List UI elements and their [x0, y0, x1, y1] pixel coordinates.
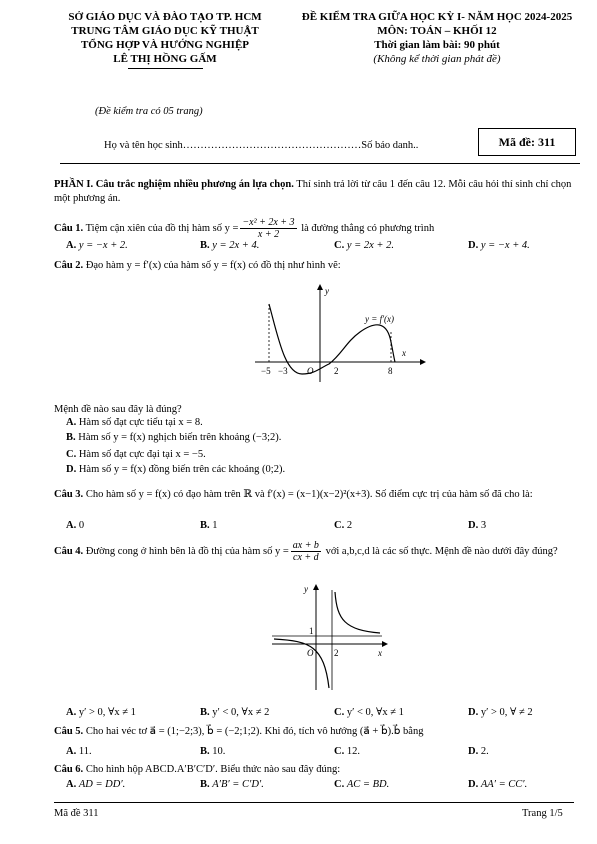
question-5: [54, 725, 423, 739]
tick-2: 2: [334, 648, 339, 658]
q2-option-c[interactable]: C. Hàm số đạt cực đại tại x = −5.: [66, 449, 206, 460]
tick-origin: O: [307, 648, 314, 658]
q3-text: Cho hàm số y = f(x) có đạo hàm trên ℝ và f′(x) = (x−1)(x−2)²(x+3). Số điểm cực trị của hàm số đã cho là:: [83, 489, 533, 500]
y-label: y: [325, 286, 329, 296]
q1-fraction: [240, 217, 296, 240]
question-1: [54, 217, 434, 240]
tick-2: 2: [334, 366, 339, 376]
curve-label: y = f'(x): [365, 314, 394, 324]
left-branch: [274, 639, 329, 688]
q1-option-b[interactable]: B. y = 2x + 4.: [200, 240, 260, 251]
exam-title: ĐỀ KIỂM TRA GIỮA HỌC KỲ I- NĂM HỌC 2024-2025: [301, 11, 573, 23]
x-label: x: [378, 648, 382, 658]
x-axis-arrow: [382, 641, 388, 647]
y-label: y: [304, 584, 308, 594]
tick-minus3: −3: [278, 366, 288, 376]
q3-option-b[interactable]: B. 1: [200, 520, 218, 531]
q4-option-c[interactable]: C. y′ < 0, ∀x ≠ 1: [334, 707, 404, 718]
q2-option-d[interactable]: D. Hàm số y = f(x) đồng biến trên các khoảng (0;2).: [66, 464, 286, 475]
y-axis-arrow: [313, 584, 319, 590]
q4-text-b: với a,b,c,d là các số thực. Mệnh đề nào dưới đây đúng?: [322, 545, 558, 557]
q4-denominator: cx + d: [293, 552, 319, 563]
q1-label: Câu 1.: [54, 222, 84, 234]
center-name: TRUNG TÂM GIÁO DỤC KỸ THUẬT: [71, 25, 259, 37]
q6-option-a[interactable]: A. AD = DD′.: [66, 779, 126, 790]
subject: MÔN: TOÁN – KHỐI 12: [377, 25, 497, 37]
q2-option-a[interactable]: A. Hàm số đạt cực tiểu tại x = 8.: [66, 417, 203, 428]
q2-derivative-graph: [250, 282, 430, 387]
part1-instruction: Thí sinh trả lời từ câu 1 đến câu 12. Mỗi câu hỏi thí sinh chỉ chọn một phương án.: [54, 179, 572, 204]
q6-option-c[interactable]: C. AC = BD.: [334, 779, 390, 790]
right-branch: [335, 592, 380, 633]
q4-label: Câu 4.: [54, 545, 84, 557]
q4-option-d[interactable]: D. y′ > 0, ∀ ≠ 2: [468, 707, 533, 718]
question-4: [54, 540, 578, 563]
q4-function-graph: [270, 582, 390, 692]
footer-page-number: Trang 1/5: [522, 808, 563, 819]
q5-option-c[interactable]: C. 12.: [334, 746, 360, 757]
footer-rule: [54, 802, 574, 803]
question-3: [54, 486, 578, 503]
question-2: [54, 259, 341, 273]
duration: Thời gian làm bài: 90 phút: [374, 39, 500, 51]
q2-label: Câu 2.: [54, 260, 84, 271]
q6-text: Cho hình hộp ABCD.A′B′C′D′. Biểu thức nào sau đây đúng:: [83, 764, 341, 775]
q3-option-d[interactable]: D. 3: [468, 520, 487, 531]
q2-option-b[interactable]: B. Hàm số y = f(x) nghịch biến trên khoảng (−3;2).: [66, 432, 282, 443]
y-axis-arrow: [317, 284, 323, 290]
footer-exam-code: Mã đề 311: [54, 808, 99, 819]
q3-option-a[interactable]: A. 0: [66, 520, 85, 531]
page-count-note: (Đề kiểm tra có 05 trang): [95, 106, 203, 117]
q1-option-a[interactable]: A. y = −x + 2.: [66, 240, 128, 251]
part1-title: PHẦN I. Câu trắc nghiệm nhiều phương án lựa chọn.: [54, 179, 294, 190]
q4-numerator: ax + b: [292, 540, 319, 551]
center-name-2: TỔNG HỢP VÀ HƯỚNG NGHIỆP: [80, 39, 250, 51]
q6-option-d[interactable]: D. AA′ = CC′.: [468, 779, 528, 790]
tick-origin: O: [307, 366, 314, 376]
q3-label: Câu 3.: [54, 489, 84, 500]
q1-text-a: Tiệm cận xiên của đồ thị hàm số y =: [83, 222, 239, 234]
tick-minus5: −5: [261, 366, 271, 376]
exam-code-box: Mã đề: 311: [478, 128, 576, 156]
q5-label: Câu 5.: [54, 726, 84, 737]
q2-text: Đạo hàm y = f′(x) của hàm số y = f(x) có đồ thị như hình vẽ:: [83, 260, 341, 271]
divider: [128, 68, 203, 69]
tick-1: 1: [309, 626, 314, 636]
school-name: LÊ THỊ HỒNG GẤM: [113, 53, 217, 65]
part1-heading: [54, 178, 576, 206]
question-6: [54, 763, 340, 777]
q4-text-a: Đường cong ở hình bên là đồ thị của hàm số y =: [83, 545, 289, 557]
duration-note: (Không kể thời gian phát đề): [373, 53, 501, 65]
q1-option-c[interactable]: C. y = 2x + 2.: [334, 240, 394, 251]
q1-denominator: x + 2: [257, 229, 280, 240]
q6-option-b[interactable]: B. A′B′ = C′D′.: [200, 779, 264, 790]
q3-option-c[interactable]: C. 2: [334, 520, 353, 531]
header-rule: [60, 163, 580, 164]
school-header: [40, 10, 290, 66]
q5-option-a[interactable]: A. 11.: [66, 746, 92, 757]
q4-option-b[interactable]: B. y′ < 0, ∀x ≠ 2: [200, 707, 270, 718]
student-info-line: Họ và tên học sinh……………………………………………Số báo danh..: [104, 140, 419, 151]
q4-option-a[interactable]: A. y′ > 0, ∀x ≠ 1: [66, 707, 136, 718]
x-axis-arrow: [420, 359, 426, 365]
q5-option-d[interactable]: D. 2.: [468, 746, 489, 757]
q2-prompt: Mệnh đề nào sau đây là đúng?: [54, 404, 182, 415]
q1-option-d[interactable]: D. y = −x + 4.: [468, 240, 530, 251]
tick-8: 8: [388, 366, 393, 376]
dept-name: SỞ GIÁO DỤC VÀ ĐÀO TẠO TP. HCM: [68, 11, 262, 23]
q1-text-b: là đường thẳng có phương trình: [298, 222, 435, 234]
q1-numerator: −x² + 2x + 3: [242, 217, 295, 228]
x-label: x: [402, 348, 406, 358]
q5-text: Cho hai véc tơ a⃗ = (1;−2;3), b⃗ = (−2;1;2). Khi đó, tích vô hướng (a⃗ + b⃗).b⃗ bằng: [83, 726, 424, 737]
exam-header: [292, 10, 582, 66]
q6-label: Câu 6.: [54, 764, 84, 775]
q5-option-b[interactable]: B. 10.: [200, 746, 226, 757]
q4-fraction: [291, 540, 321, 563]
